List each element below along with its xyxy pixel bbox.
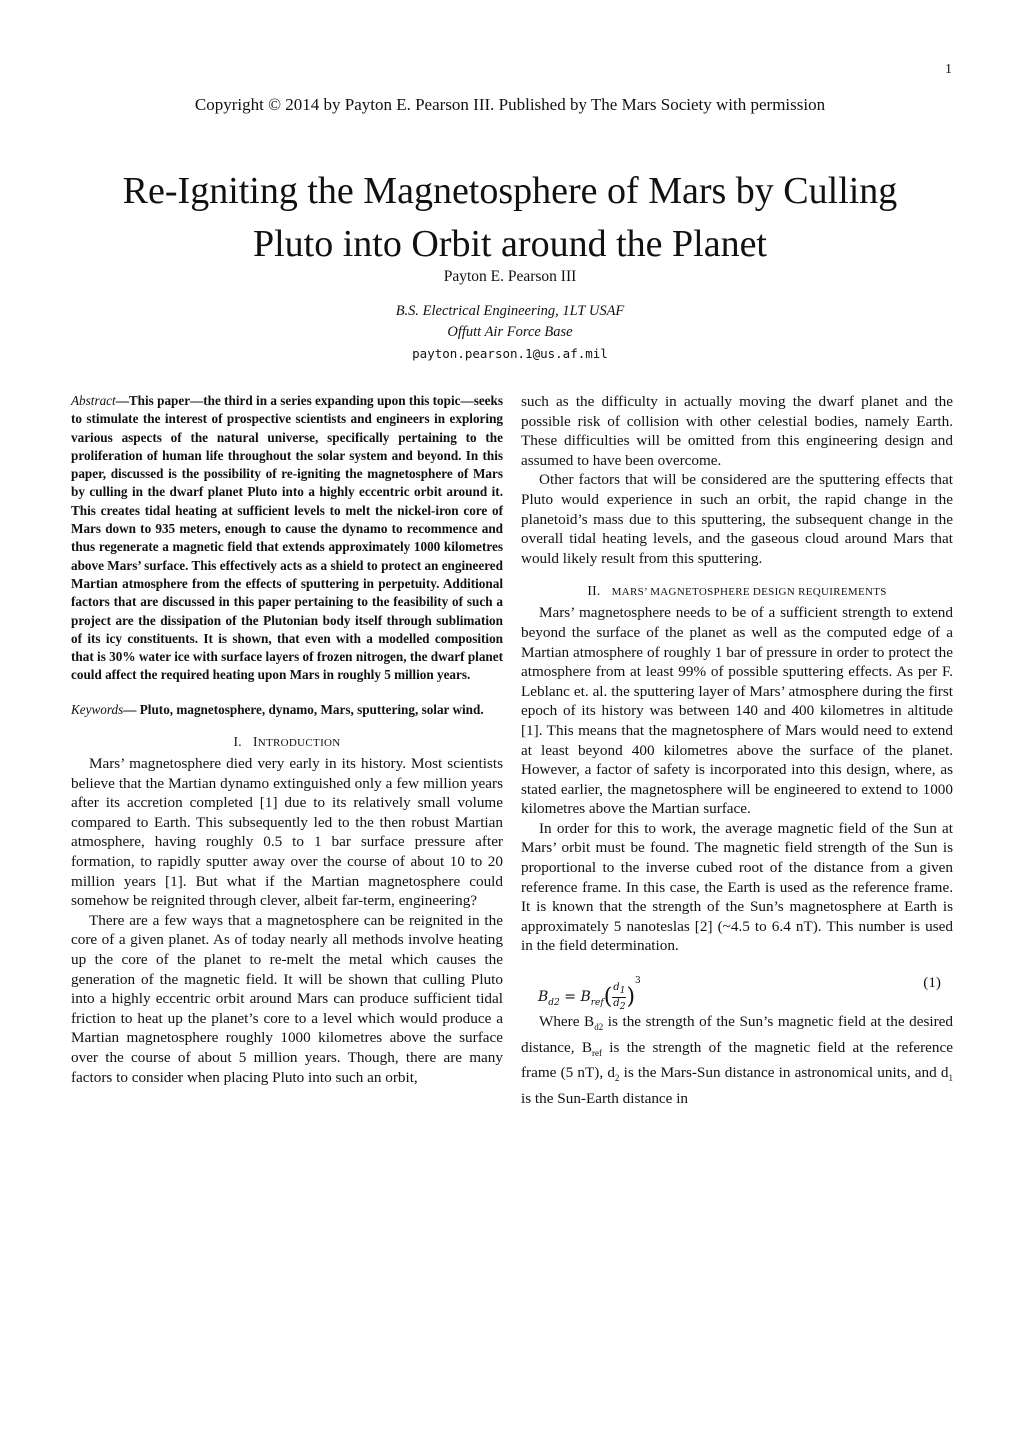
eq-numerator-subscript: 1 bbox=[619, 985, 626, 996]
right-column bbox=[521, 392, 953, 1109]
where-text-2: is the strength of the Sun’s magnetic field at the desired distance, B bbox=[521, 1013, 953, 1056]
section-heading-introduction bbox=[71, 734, 503, 750]
author-name: Payton E. Pearson III bbox=[443, 268, 577, 285]
section-title-first-letter: I bbox=[252, 734, 258, 750]
affiliation bbox=[0, 301, 1020, 343]
equation-1 bbox=[521, 962, 953, 1012]
eq-rhs-symbol: B bbox=[580, 989, 591, 1006]
requirements-paragraph-1: Mars’ magnetosphere needs to be of a sufficient strength to extend beyond the surface of the planet as well as the computed edge of a Martian atmosphere of roughly 1 bar of pressure in order to protect the atmosphere from at least 99% of possible sputtering effects. As per F. Leblanc et. al. the sputtering layer of Mars’ atmosphere during the first epoch of its history was between 140 and 400 kilometres in altitude [1]. This means that the magnetosphere of Mars would need to extend at least beyond 400 kilometres above the surface of the planet. However, a factor of safety is incorporated into this design, where, as stated earlier, the magnetosphere will be engineered to extend to 1000 kilometres above the Martian surface. bbox=[521, 604, 953, 818]
eq-rhs-subscript: ref bbox=[590, 997, 604, 1008]
eq-lhs-symbol: B bbox=[538, 989, 549, 1006]
eq-exponent: 3 bbox=[635, 976, 641, 987]
copyright-notice: Copyright © 2014 by Payton E. Pearson III. Published by The Mars Society with permission bbox=[194, 95, 826, 114]
eq-numerator: d bbox=[613, 981, 620, 993]
section-title: MARS’ MAGNETOSPHERE DESIGN REQUIREMENTS bbox=[611, 586, 887, 599]
keywords-text: — Pluto, magnetosphere, dynamo, Mars, sputtering, solar wind. bbox=[123, 701, 484, 717]
page-number: 1 bbox=[945, 62, 952, 77]
where-sub-3: 2 bbox=[614, 1073, 620, 1084]
title-line-2: Pluto into Orbit around the Planet bbox=[252, 223, 767, 265]
where-sub-4: 1 bbox=[948, 1073, 953, 1084]
eq-lhs-subscript: d2 bbox=[548, 997, 560, 1008]
eq-equals: = bbox=[564, 989, 576, 1006]
equation-expression: $B_{d2} = B_{ref}$( $\frac{d_1}{d_2})^3$ bbox=[538, 976, 641, 1012]
keywords-label: Keywords bbox=[71, 701, 124, 717]
section-title-rest: NTRODUCTION bbox=[257, 737, 341, 750]
left-column bbox=[71, 392, 503, 1087]
where-text-4: is the Mars-Sun distance in astronomical units, and d bbox=[619, 1064, 949, 1082]
intro-paragraph-2: There are a few ways that a magnetosphere can be reignited in the core of a given planet. As of today nearly all methods involve heating up the core of the planet to re-melt the metal which causes the generation of the magnetic field. It will be shown that culling Pluto into a highly eccentric orbit around Mars can produce sufficient tidal friction to heat up the planet’s core to a level which would produce a Martian magnetosphere roughly 1000 kilometres above the surface over the course of about 5 million years. Though, there are many factors to consider when placing Pluto into such an orbit, bbox=[71, 911, 503, 1086]
keywords bbox=[71, 701, 503, 719]
where-sub-1: d2 bbox=[594, 1022, 604, 1033]
abstract bbox=[71, 392, 503, 685]
eq-fraction bbox=[612, 982, 626, 1013]
equation-number: (1) bbox=[923, 974, 941, 992]
where-text-5: is the Sun-Earth distance in bbox=[521, 1089, 689, 1107]
abstract-text: —This paper—the third in a series expanding upon this topic—seeks to stimulate the interest of prospective scientists and engineers in exploring various aspects of the natural universe, specifically pertaining to the proliferation of human life throughout the solar system and beyond. In this paper, discussed is the possibility of re-igniting the magnetosphere of Mars by culling in the dwarf planet Pluto into a highly eccentric orbit around it. This creates tidal heating at sufficient levels to melt the nickel-iron core of Mars down to 935 meters, enough to cause the dynamo to recommence and thus regenerate a magnetic field that extends approximately 1000 kilometres above Mars’ surface. This effectively acts as a shield to protect an engineered Martian atmosphere from the effects of sputtering in perpetuity. Additional factors that are discussed in this paper pertaining to the feasibility of such a project are the dissipation of the Plutonian body itself through sublimation of its icy constituents. It is shown, that even with a modelled composition that is 30% water ice with surface layers of frozen nitrogen, the dwarf planet could affect the required heating upon Mars in roughly 5 million years. bbox=[71, 393, 503, 683]
abstract-label: Abstract bbox=[71, 393, 116, 408]
eq-denominator-subscript: 2 bbox=[619, 1001, 626, 1012]
where-sub-2: ref bbox=[591, 1047, 602, 1058]
paper-title bbox=[60, 165, 960, 271]
affiliation-line-1: B.S. Electrical Engineering, 1LT USAF bbox=[395, 303, 625, 319]
section-number: II. bbox=[587, 583, 601, 599]
affiliation-line-2: Offutt Air Force Base bbox=[447, 324, 573, 340]
section-heading-requirements bbox=[521, 583, 953, 599]
where-text-3: is the strength of the magnetic field at the reference frame (5 nT), d bbox=[521, 1038, 953, 1082]
section-number: I. bbox=[233, 734, 242, 750]
author-email[interactable]: payton.pearson.1@us.af.mil bbox=[412, 346, 608, 361]
title-line-1: Re-Igniting the Magnetosphere of Mars by Culling bbox=[122, 170, 898, 212]
requirements-paragraph-2: In order for this to work, the average magnetic field of the Sun at Mars’ orbit must be found. The magnetic field strength of the Sun is proportional to the inverse cubed root of the distance from a given reference frame. In this case, the Earth is used as the reference frame. It is known that the strength of the Sun’s magnetosphere at Earth is approximately 5 nanoteslas [2] (~4.5 to 6.4 nT). This number is used in the field determination. bbox=[521, 819, 953, 955]
sputtering-paragraph: Other factors that will be considered are the sputtering effects that Pluto would experience in such an orbit, the rapid change in the planetoid’s mass due to this sputtering, the subsequent change in the overall tidal heating levels, and the gaseous cloud around Mars that would likely result from this sputtering. bbox=[521, 471, 953, 567]
continued-paragraph: such as the difficulty in actually moving the dwarf planet and the possible risk of collision with other celestial bodies, namely Earth. These difficulties will be omitted from this engineering design and assumed to have been overcome. bbox=[521, 393, 953, 469]
eq-denominator: d bbox=[613, 997, 620, 1009]
equation-explanation bbox=[521, 1012, 953, 1108]
where-text-1: Where B bbox=[539, 1013, 595, 1031]
intro-paragraph-1: Mars’ magnetosphere died very early in its history. Most scientists believe that the Martian dynamo extinguished only a few million years after its accretion completed [1] due to its relatively small volume compared to Earth. This subsequently led to the then robust Martian atmosphere, having roughly 0.5 to 1 bar surface pressure after formation, to rapidly sputter away over the course of about 10 to 20 million years [1]. But what if the Martian magnetosphere could somehow be reignited through clever, albeit far-term, engineering? bbox=[71, 755, 503, 910]
